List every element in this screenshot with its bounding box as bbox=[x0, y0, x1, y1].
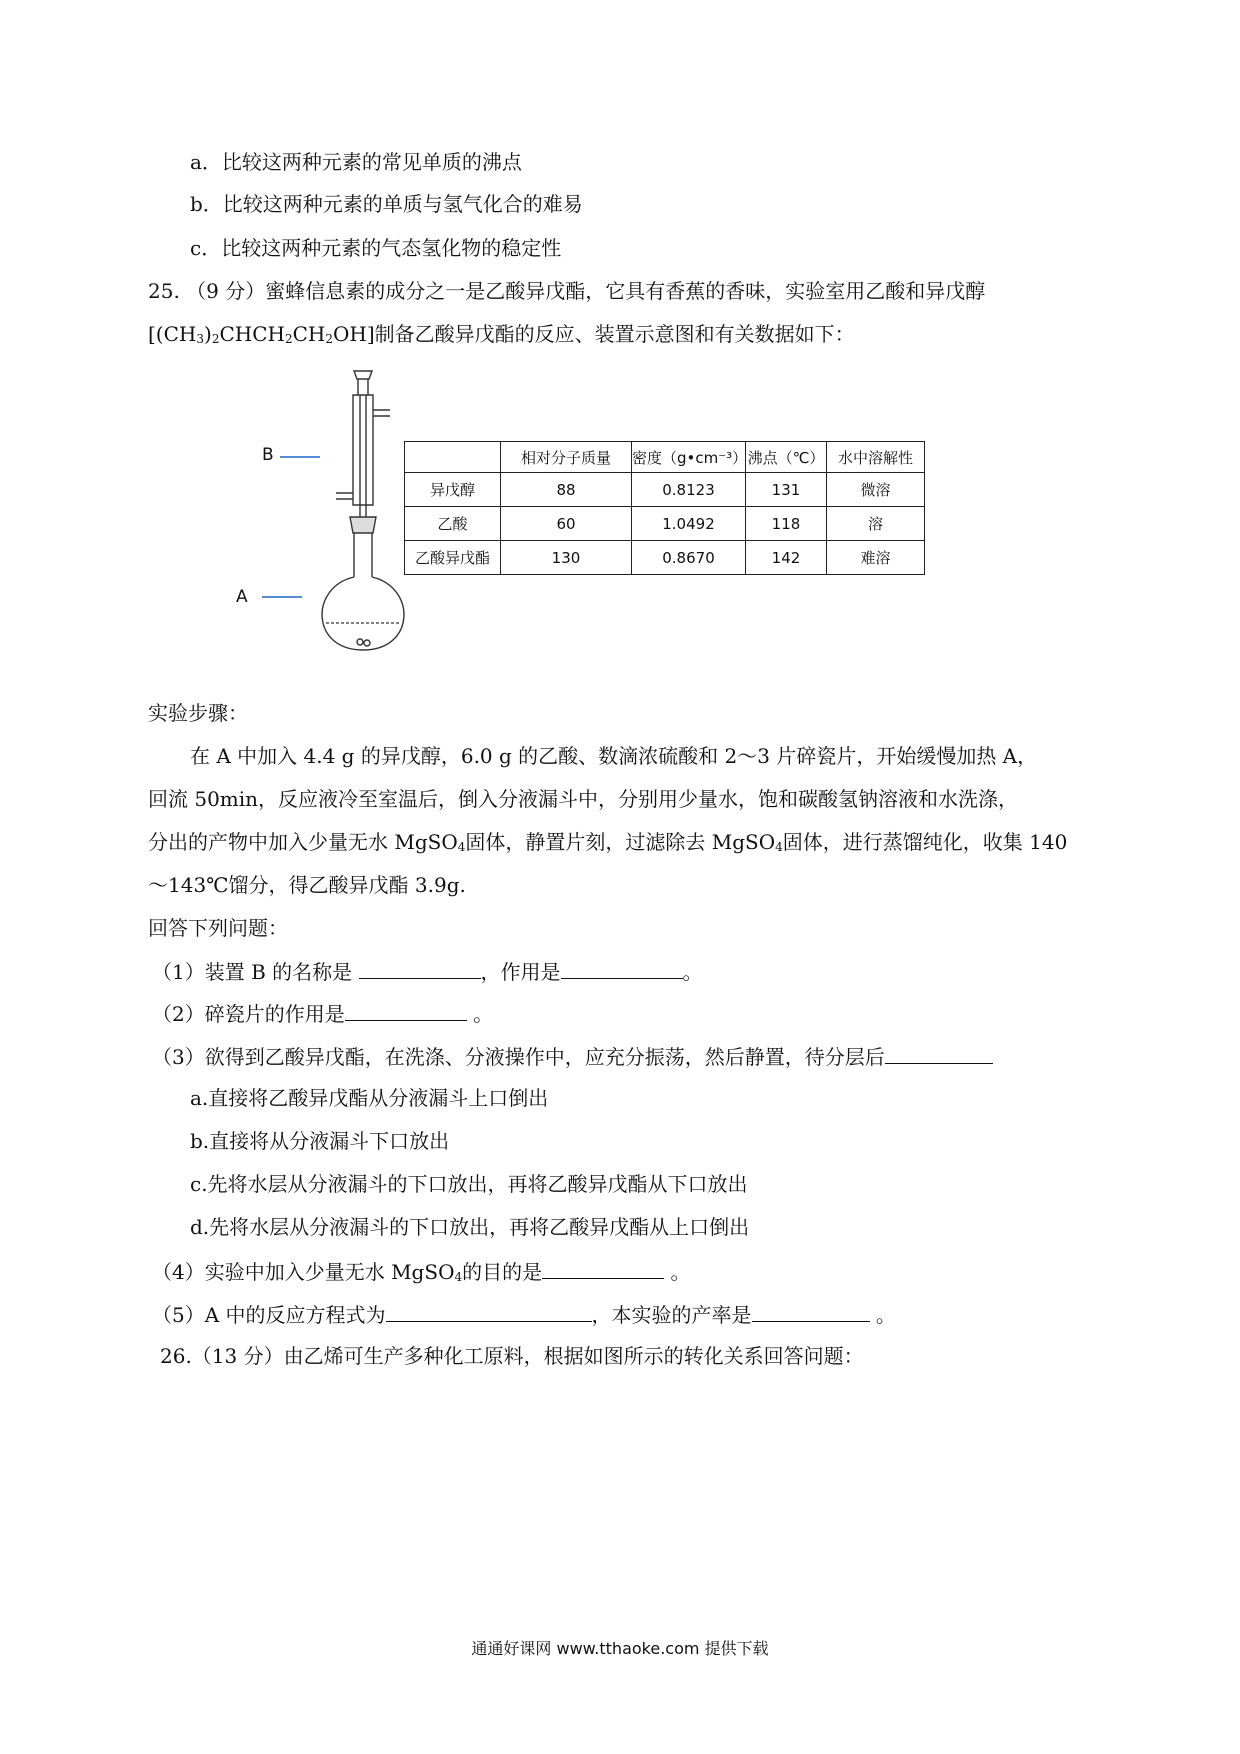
q3-option-c: c.先将水层从分液漏斗的下口放出，再将乙酸异戊酯从下口放出 bbox=[190, 1172, 748, 1196]
q3-option-a: a.直接将乙酸异戊酯从分液漏斗上口倒出 bbox=[190, 1086, 549, 1110]
table-cell: 0.8670 bbox=[632, 541, 746, 575]
q25-intro-line2: $[(CH_3)_2CHCH_2CH_2OH]$制备乙酸异戊酯的反应、装置示意图和有关数据如下： bbox=[148, 322, 855, 346]
table-cell: 88 bbox=[501, 473, 632, 507]
q26-intro: 26.（13 分）由乙烯可生产多种化工原料，根据如图所示的转化关系回答问题： bbox=[160, 1344, 864, 1368]
steps-title: 实验步骤： bbox=[148, 701, 248, 725]
option-c-line: c．比较这两种元素的气态氢化物的稳定性 bbox=[190, 236, 562, 260]
option-b-line: b．比较这两种元素的单质与氢气化合的难易 bbox=[190, 192, 583, 216]
q1-line: （1）装置 B 的名称是 ，作用是 。 bbox=[152, 956, 703, 986]
answer-blank[interactable] bbox=[542, 1256, 664, 1279]
table-cell: 1.0492 bbox=[632, 507, 746, 541]
table-cell: 乙酸异戊酯 bbox=[405, 541, 501, 575]
table-header-cell bbox=[405, 442, 501, 473]
answer-blank[interactable] bbox=[561, 956, 683, 979]
table-cell: 微溶 bbox=[827, 473, 925, 507]
steps-line4: ～143℃馏分，得乙酸异戊酯 3.9g. bbox=[148, 873, 466, 897]
table-row bbox=[405, 473, 925, 507]
table-header-cell: 相对分子质量 bbox=[501, 442, 632, 473]
reflux-apparatus-diagram bbox=[250, 365, 410, 655]
table-header-cell: 水中溶解性 bbox=[827, 442, 925, 473]
q25-intro-line1: 25. （9 分）蜜蜂信息素的成分之一是乙酸异戊酯，它具有香蕉的香味，实验室用乙酸和异戊醇 bbox=[148, 279, 986, 303]
table-cell: 异戊醇 bbox=[405, 473, 501, 507]
answer-blank[interactable] bbox=[345, 998, 467, 1021]
option-a-line: a．比较这两种元素的常见单质的沸点 bbox=[190, 150, 522, 174]
table-cell: 0.8123 bbox=[632, 473, 746, 507]
q5-line: （5）A 中的反应方程式为 ，本实验的产率是 。 bbox=[152, 1299, 896, 1329]
table-cell: 溶 bbox=[827, 507, 925, 541]
page-footer: 通通好课网 www.tthaoke.com 提供下载 bbox=[471, 1639, 769, 1658]
steps-line1: 在 A 中加入 4.4 g 的异戊醇，6.0 g 的乙酸、数滴浓硫酸和 2～3 片碎瓷片，开始缓慢加热 A， bbox=[190, 744, 1038, 768]
answer-blank[interactable] bbox=[752, 1299, 870, 1322]
q3-option-b: b.直接将从分液漏斗下口放出 bbox=[190, 1129, 450, 1153]
q4-line: （4）实验中加入少量无水 MgSO$_4$的目的是 。 bbox=[152, 1256, 690, 1291]
steps-line2: 回流 50min，反应液冷至室温后，倒入分液漏斗中，分别用少量水，饱和碳酸氢钠溶液和水洗涤， bbox=[148, 787, 1019, 811]
table-cell: 142 bbox=[746, 541, 827, 575]
answer-title: 回答下列问题： bbox=[148, 916, 288, 940]
table-header-cell: 密度（g•cm⁻³） bbox=[632, 442, 746, 473]
table-cell: 60 bbox=[501, 507, 632, 541]
q2-line: （2）碎瓷片的作用是 。 bbox=[152, 998, 493, 1028]
q3-option-d: d.先将水层从分液漏斗的下口放出，再将乙酸异戊酯从上口倒出 bbox=[190, 1215, 750, 1239]
table-cell: 131 bbox=[746, 473, 827, 507]
answer-blank[interactable] bbox=[885, 1041, 993, 1064]
label-b: B bbox=[262, 445, 274, 465]
steps-line3: 分出的产物中加入少量无水 MgSO$_4$固体，静置片刻，过滤除去 MgSO$_4$固体，进行蒸馏纯化，收集 140 bbox=[148, 830, 1068, 854]
table-row bbox=[405, 507, 925, 541]
q3-line: （3）欲得到乙酸异戊酯，在洗涤、分液操作中，应充分振荡，然后静置，待分层后 bbox=[152, 1041, 993, 1071]
table-header-cell: 沸点（℃） bbox=[746, 442, 827, 473]
table-row bbox=[405, 541, 925, 575]
table-cell: 130 bbox=[501, 541, 632, 575]
table-cell: 118 bbox=[746, 507, 827, 541]
table-cell: 难溶 bbox=[827, 541, 925, 575]
table-header-row bbox=[405, 442, 925, 473]
answer-blank[interactable] bbox=[386, 1299, 592, 1322]
table-cell: 乙酸 bbox=[405, 507, 501, 541]
label-a: A bbox=[236, 587, 248, 607]
answer-blank[interactable] bbox=[359, 956, 481, 979]
properties-table bbox=[404, 441, 925, 575]
